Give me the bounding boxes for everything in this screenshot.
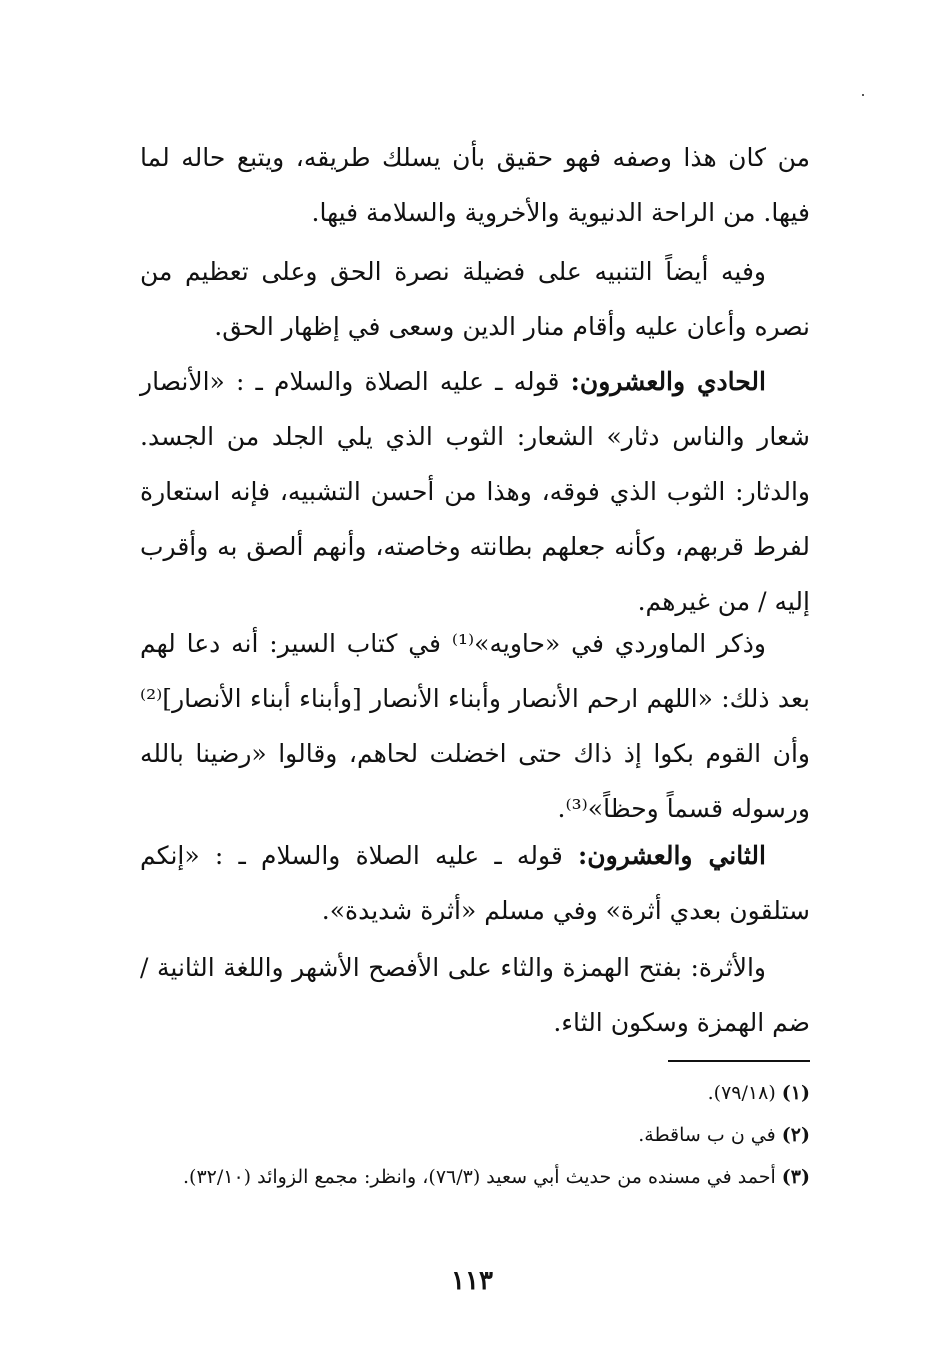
page-number: ١١٣	[451, 1266, 493, 1296]
scan-speck	[862, 94, 864, 96]
footnote-separator	[668, 1060, 810, 1062]
footnote-2-number: (٢)	[781, 1124, 810, 1146]
paragraph-6-text: والأثرة: بفتح الهمزة والثاء على الأفصح الأشهر واللغة الثانية / ضم الهمزة وسكون الثاء.	[140, 953, 810, 1037]
footnote-1-text: (٧٩/١٨).	[707, 1082, 776, 1104]
paragraph-6	[140, 940, 810, 1050]
footnote-2-text: في ن ب ساقطة.	[638, 1124, 776, 1146]
paragraph-3	[140, 354, 810, 629]
paragraph-2	[140, 244, 810, 354]
paragraph-1-text: من كان هذا وصفه فهو حقيق بأن يسلك طريقه، ويتبع حاله لما فيها. من الراحة الدنيوية والأخروية والسلامة فيها.	[140, 143, 810, 227]
paragraph-4	[140, 616, 810, 836]
paragraph-3-text: قوله ـ عليه الصلاة والسلام ـ : «الأنصار شعار والناس دثار» الشعار: الثوب الذي يلي الجلد من الجسد. والدثار: الثوب الذي فوقه، وهذا من أحسن التشبيه، فإنه استعارة لفرط قربهم، وكأنه جعلهم بطانته وخاصته، وأنهم ألصق به وأقرب إليه / من غيرهم.	[140, 367, 810, 616]
footnote-3-number: (٣)	[781, 1166, 810, 1188]
section-heading-21: الحادي والعشرون:	[570, 367, 766, 396]
footnote-1-number: (١)	[781, 1082, 810, 1104]
footnote-3-text: أحمد في مسنده من حديث أبي سعيد (٧٦/٣)، وانظر: مجمع الزوائد (٣٢/١٠).	[182, 1166, 776, 1188]
paragraph-1	[140, 130, 810, 240]
section-heading-22: الثاني والعشرون:	[578, 841, 766, 870]
footnote-2	[140, 1114, 810, 1156]
paragraph-5-text: قوله ـ عليه الصلاة والسلام ـ : «إنكم ستلقون بعدي أثرة» وفي مسلم «أثرة شديدة».	[140, 841, 810, 925]
paragraph-4-text: وذكر الماوردي في «حاويه»⁽¹⁾ في كتاب السير: أنه دعا لهم بعد ذلك: «اللهم ارحم الأنصار وأبناء الأنصار [وأبناء أبناء الأنصار]⁽²⁾ وأن القوم بكوا إذ ذاك حتى اخضلت لحاهم، وقالوا «رضينا بالله ورسوله قسماً وحظاً»⁽³⁾.	[140, 629, 810, 823]
footnotes	[140, 1072, 810, 1198]
paragraph-2-text: وفيه أيضاً التنبيه على فضيلة نصرة الحق وعلى تعظيم من نصره وأعان عليه وأقام منار الدين وسعى في إظهار الحق.	[140, 257, 810, 341]
footnote-3	[140, 1156, 810, 1198]
paragraph-5	[140, 828, 810, 938]
footnote-1	[140, 1072, 810, 1114]
